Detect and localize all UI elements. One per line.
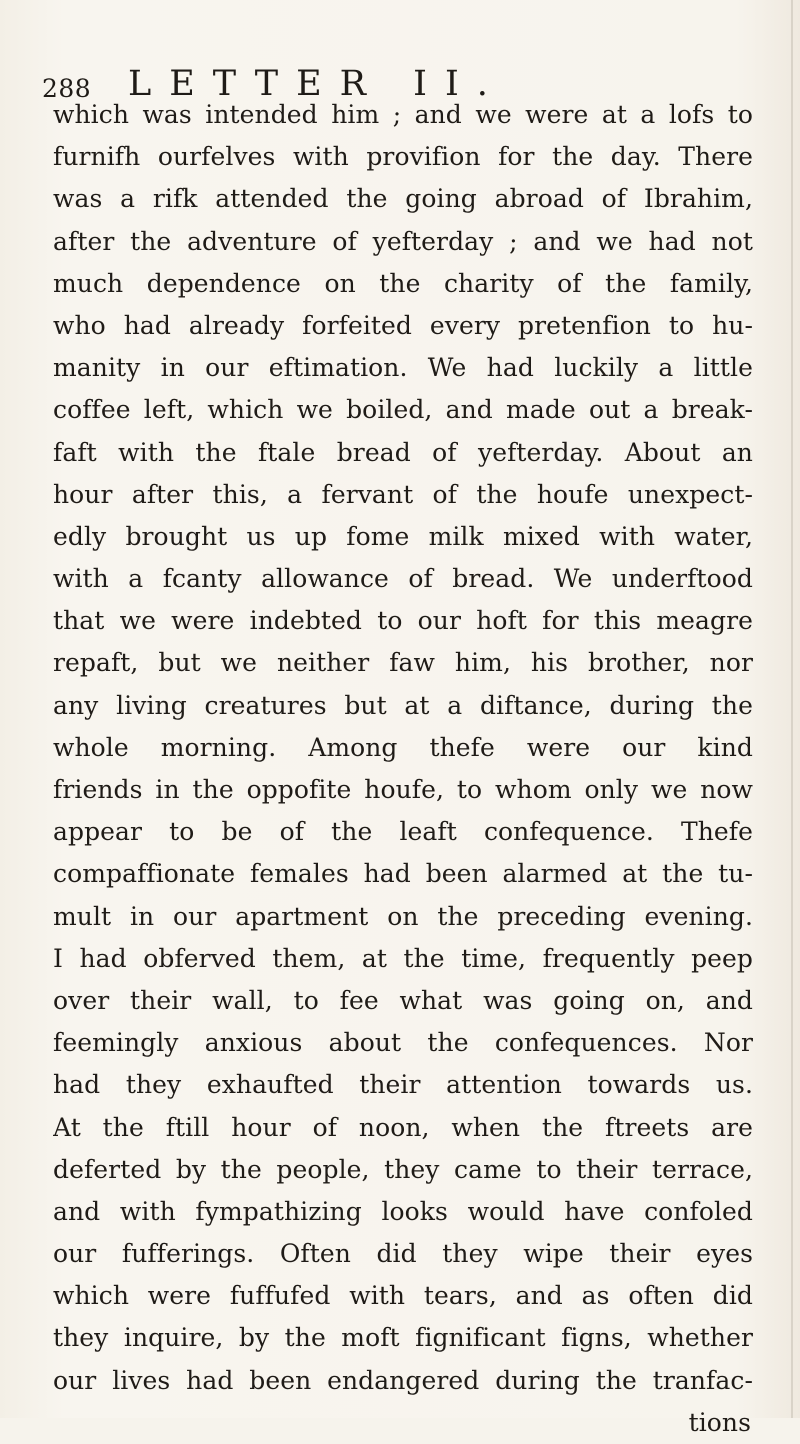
text-line: which was intended him ; and we were at a lofs to bbox=[53, 100, 753, 129]
text-line: edly brought us up fome milk mixed with water, bbox=[53, 521, 753, 551]
catchword: tions bbox=[688, 1407, 751, 1437]
text-line: who had already forfeited every pretenfion to hu- bbox=[53, 310, 753, 340]
text-line: and with fympathizing looks would have confoled bbox=[53, 1196, 753, 1226]
text-line: deferted by the people, they came to their terrace, bbox=[53, 1154, 753, 1184]
text-line: mult in our apartment on the preceding evening. bbox=[53, 901, 753, 931]
text-line: I had obferved them, at the time, frequently peep bbox=[53, 943, 753, 973]
text-line: after the adventure of yefterday ; and we had not bbox=[53, 226, 753, 256]
page-edge-shadow bbox=[791, 0, 793, 1418]
text-line: hour after this, a fervant of the houfe unexpect- bbox=[53, 479, 753, 509]
text-line: with a fcanty allowance of bread. We underftood bbox=[53, 564, 753, 594]
text-line: our lives had been endangered during the tranfac- bbox=[53, 1365, 753, 1395]
text-line: which were fuffufed with tears, and as often did bbox=[53, 1281, 753, 1311]
text-line: At the ftill hour of noon, when the ftreets are bbox=[53, 1112, 753, 1142]
text-line: appear to be of the leaft confequence. Thefe bbox=[53, 817, 753, 847]
page-number: 288 bbox=[42, 74, 92, 103]
text-line: much dependence on the charity of the family, bbox=[53, 268, 753, 298]
text-line: had they exhaufted their attention towards us. bbox=[53, 1070, 753, 1100]
text-line: compaffionate females had been alarmed at the tu- bbox=[53, 859, 753, 889]
text-line: friends in the oppofite houfe, to whom only we now bbox=[53, 775, 753, 804]
text-line: manity in our eftimation. We had luckily a little bbox=[53, 353, 753, 383]
text-line: feemingly anxious about the confequences. Nor bbox=[53, 1028, 753, 1058]
text-line: whole morning. Among thefe were our kind bbox=[53, 732, 753, 762]
text-line: our fufferings. Often did they wipe their eyes bbox=[53, 1239, 753, 1269]
text-line: any living creatures but at a diftance, during the bbox=[53, 690, 753, 720]
text-line: faft with the ftale bread of yefterday. About an bbox=[53, 437, 753, 467]
text-line: repaft, but we neither faw him, his brother, nor bbox=[53, 648, 753, 678]
text-line: furnifh ourfelves with provifion for the day. There bbox=[53, 142, 753, 172]
body-text bbox=[53, 94, 753, 1444]
text-line: they inquire, by the moft fignificant figns, whether bbox=[53, 1323, 753, 1353]
text-line: that we were indebted to our hoft for this meagre bbox=[53, 606, 753, 636]
running-title: LETTER II. bbox=[128, 64, 506, 104]
text-line: coffee left, which we boiled, and made out a break- bbox=[53, 395, 753, 425]
text-line: was a rifk attended the going abroad of Ibrahim, bbox=[53, 184, 753, 214]
text-line: over their wall, to fee what was going on, and bbox=[53, 985, 753, 1015]
